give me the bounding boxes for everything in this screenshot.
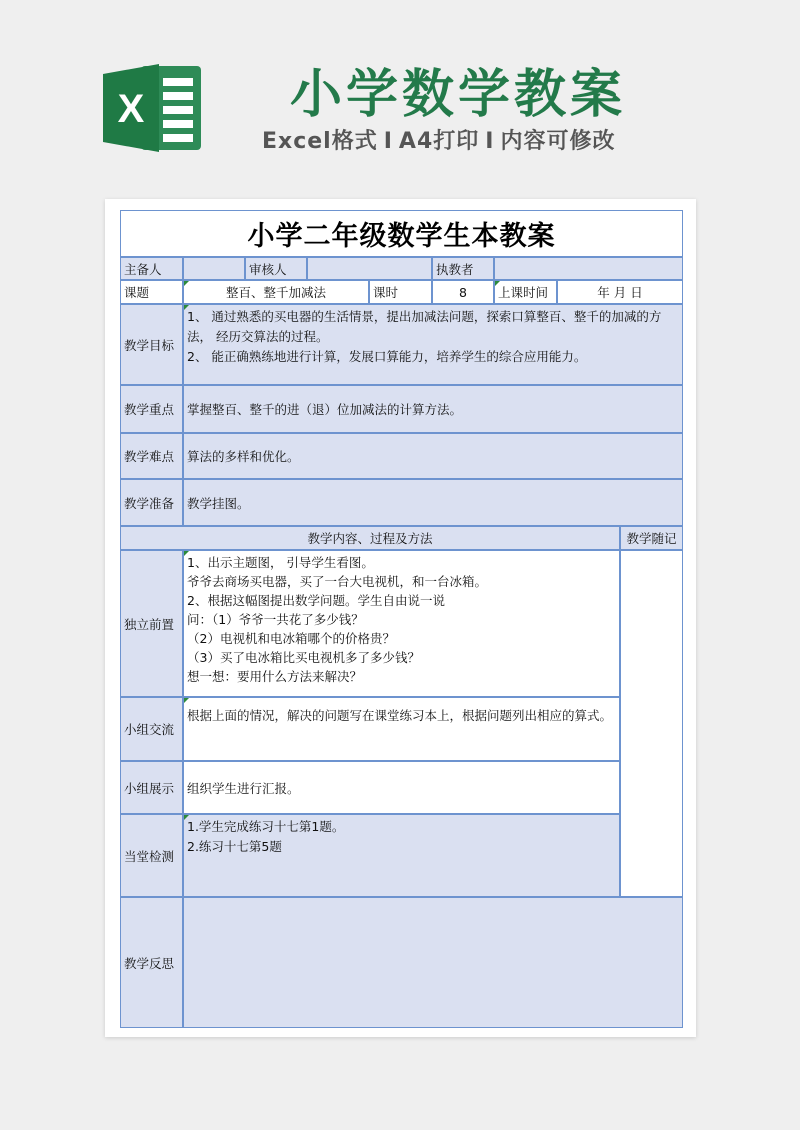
subtitle-format: Excel格式 xyxy=(262,129,378,154)
goals-content[interactable] xyxy=(183,304,683,385)
preview-line: 问：（1）爷爷一共花了多少钱？ xyxy=(187,612,364,627)
reviewer-value-cell[interactable] xyxy=(307,257,432,280)
group-show-value[interactable]: 组织学生进行汇报。 xyxy=(183,761,620,814)
lesson-plan-table xyxy=(120,210,683,1028)
document-page xyxy=(105,199,696,1037)
svg-text:X: X xyxy=(117,87,145,131)
page-subtitle xyxy=(262,124,682,155)
preview-line: （2）电视机和电冰箱哪个的价格贵？ xyxy=(187,631,395,646)
subtitle-print: A4打印 xyxy=(398,129,480,154)
difficulties-value[interactable]: 算法的多样和优化。 xyxy=(183,433,683,479)
subtitle-separator: I xyxy=(383,129,393,154)
preview-line: 1、出示主题图， 引导学生看图。 xyxy=(187,555,374,570)
document-title: 小学二年级数学生本教案 xyxy=(120,210,683,257)
preview-line: 2、根据这幅图提出数学问题。学生自由说一说 xyxy=(187,593,445,608)
group-talk-label: 小组交流 xyxy=(120,697,183,761)
check-line: 1.学生完成练习十七第1题。 xyxy=(187,819,345,834)
preview-label: 独立前置 xyxy=(120,550,183,697)
preview-line: 爷爷去商场买电器，买了一台大电视机，和一台冰箱。 xyxy=(187,574,488,589)
time-value[interactable]: 年 月 日 xyxy=(557,280,683,304)
goals-line: 1、 通过熟悉的买电器的生活情景，提出加减法问题，探索口算整百、整千的加减的方法， 经历交算法的过程。 xyxy=(187,309,662,344)
reviewer-label: 审核人 xyxy=(245,257,307,280)
subtitle-editable: 内容可修改 xyxy=(500,129,616,154)
notes-header: 教学随记 xyxy=(620,526,683,550)
teacher-value-cell[interactable] xyxy=(494,257,683,280)
periods-label: 课时 xyxy=(369,280,432,304)
preparer-label: 主备人 xyxy=(120,257,183,280)
reflection-label: 教学反思 xyxy=(120,897,183,1028)
topic-label: 课题 xyxy=(120,280,183,304)
check-label: 当堂检测 xyxy=(120,814,183,897)
reflection-value[interactable] xyxy=(183,897,683,1028)
goals-line: 2、 能正确熟练地进行计算，发展口算能力，培养学生的综合应用能力。 xyxy=(187,349,587,364)
notes-cell[interactable] xyxy=(620,550,683,897)
key-points-value[interactable]: 掌握整百、整千的进（退）位加减法的计算方法。 xyxy=(183,385,683,433)
preparation-value[interactable]: 教学挂图。 xyxy=(183,479,683,526)
periods-value[interactable]: 8 xyxy=(432,280,494,304)
excel-logo-icon xyxy=(103,60,203,156)
group-show-label: 小组展示 xyxy=(120,761,183,814)
check-content[interactable] xyxy=(183,814,620,897)
subtitle-separator: I xyxy=(485,129,495,154)
difficulties-label: 教学难点 xyxy=(120,433,183,479)
preview-content[interactable] xyxy=(183,550,620,697)
preparation-label: 教学准备 xyxy=(120,479,183,526)
teacher-label: 执教者 xyxy=(432,257,494,280)
process-header: 教学内容、过程及方法 xyxy=(120,526,620,550)
page-title: 小学数学教案 xyxy=(290,65,627,125)
group-talk-value[interactable] xyxy=(183,697,620,761)
topic-value[interactable]: 整百、整千加减法 xyxy=(183,280,369,304)
group-talk-text: 根据上面的情况，解决的问题写在课堂练习本上，根据问题列出相应的算式。 xyxy=(187,708,613,723)
preview-line: 想一想：要用什么方法来解决？ xyxy=(187,669,363,684)
check-line: 2.练习十七第5题 xyxy=(187,839,282,854)
key-points-label: 教学重点 xyxy=(120,385,183,433)
page-header xyxy=(0,0,800,200)
goals-label: 教学目标 xyxy=(120,304,183,385)
preparer-value-cell[interactable] xyxy=(183,257,245,280)
preview-line: （3）买了电冰箱比买电视机多了多少钱？ xyxy=(187,650,420,665)
time-label: 上课时间 xyxy=(494,280,557,304)
